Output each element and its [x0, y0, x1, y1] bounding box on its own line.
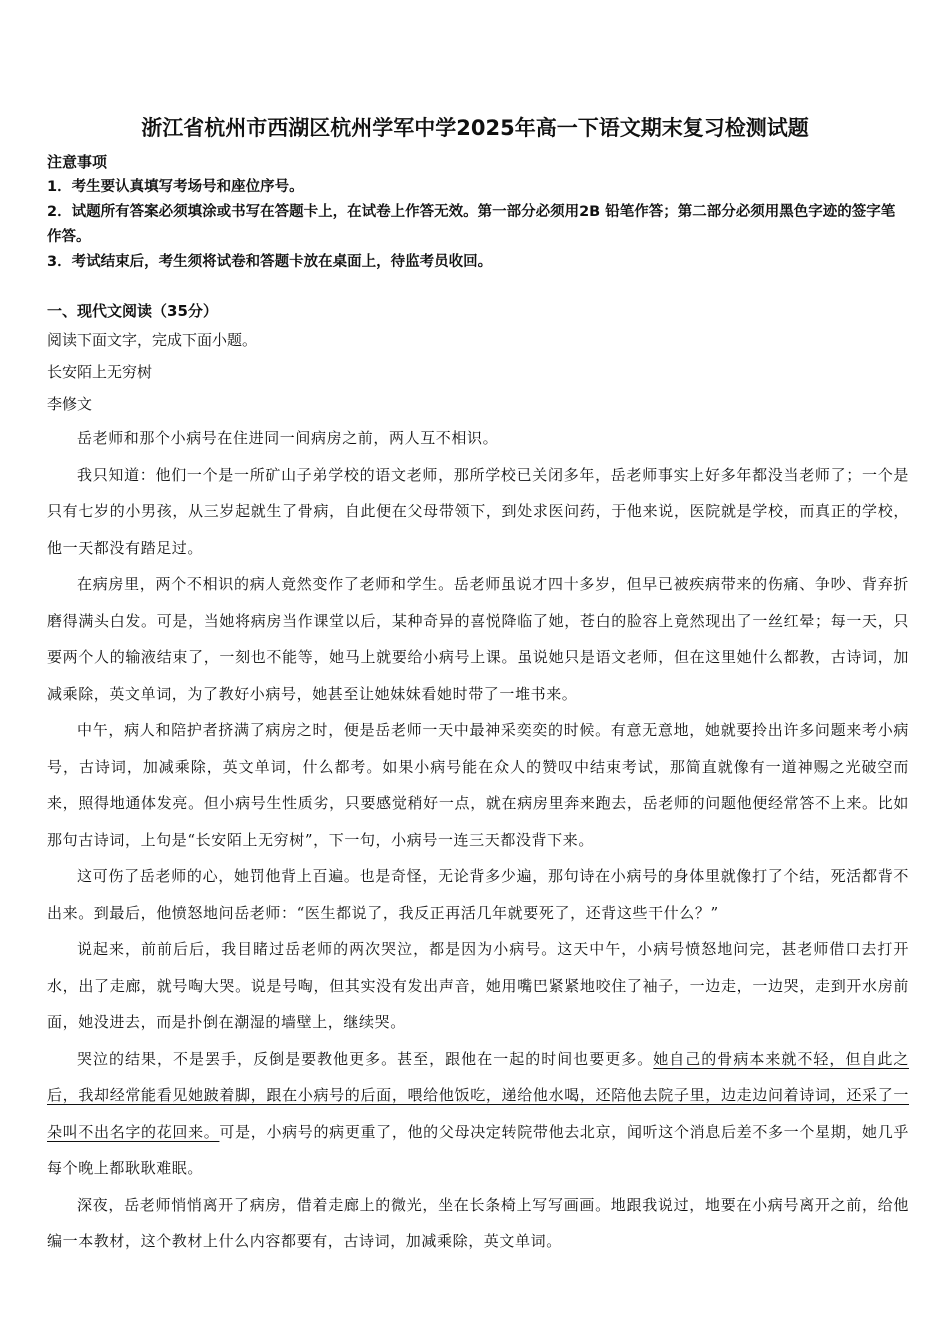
article-author: 李修文: [47, 395, 93, 413]
notice-item-1: 1．考生要认真填写考场号和座位序号。: [47, 179, 304, 195]
paragraph-text: 哭泣的结果，不是罢手，反倒是要教他更多。甚至，跟他在一起的时间也要更多。: [77, 1049, 654, 1068]
paragraph-with-underline: [47, 1041, 909, 1187]
notice-item-3: 3．考试结束后，考生须将试卷和答题卡放在桌面上，待监考员收回。: [47, 254, 493, 270]
paragraph: 中午，病人和陪护者挤满了病房之时，便是岳老师一天中最神采奕奕的时候。有意无意地，她就要拎出许多问题来考小病号，古诗词，加减乘除，英文单词，什么都考。如果小病号能在众人的赞叹中结束考试，那简直就像有一道神赐之光破空而来，照得地通体发亮。但小病号生性质劣，只要感觉稍好一点，就在病房里奔来跑去，岳老师的问题他便经常答不上来。比如那句古诗词，上句是“长安陌上无穷树”，下一句，小病号一连三天都没背下来。: [47, 721, 909, 849]
section-heading: 一、现代文阅读（35分）: [47, 302, 218, 320]
paragraph: 这可伤了岳老师的心，她罚他背上百遍。也是奇怪，无论背多少遍，那句诗在小病号的身体里就像打了个结，死活都背不出来。到最后，他愤怒地问岳老师：“医生都说了，我反正再活几年就要死了，还背这些干什么？”: [47, 867, 909, 922]
exam-title: 浙江省杭州市西湖区杭州学军中学2025年高一下语文期末复习检测试题: [141, 116, 809, 140]
notice-item-2: 2．试题所有答案必须填涂或书写在答题卡上，在试卷上作答无效。第一部分必须用2B 铅笔作答；第二部分必须用黑色字迹的签字笔作答。: [47, 204, 896, 245]
article-title: 长安陌上无穷树: [47, 363, 153, 381]
article-body: [47, 420, 909, 1260]
paragraph-text: 可是，小病号的病更重了，他的父母决定转院带他去北京，闻听这个消息后差不多一个星期，她几乎每个晚上都耿耿难眠。: [47, 1122, 909, 1177]
notice-block: [47, 150, 907, 275]
paragraph: 我只知道：他们一个是一所矿山子弟学校的语文老师，那所学校已关闭多年，岳老师事实上好多年都没当老师了；一个是只有七岁的小男孩，从三岁起就生了骨病，自此便在父母带领下，到处求医问药，于他来说，医院就是学校，而真正的学校，他一天都没有踏足过。: [47, 465, 909, 557]
section-instruction: 阅读下面文字，完成下面小题。: [47, 331, 258, 349]
paragraph: 岳老师和那个小病号在住进同一间病房之前，两人互不相识。: [77, 429, 499, 447]
paragraph: 说起来，前前后后，我目睹过岳老师的两次哭泣，都是因为小病号。这天中午，小病号愤怒地问完，甚老师借口去打开水，出了走廊，就号啕大哭。说是号啕，但其实没有发出声音，她用嘴巴紧紧地咬住了袖子，一边走，一边哭，走到开水房前面，她没进去，而是扑倒在潮湿的墙壁上，继续哭。: [47, 940, 909, 1031]
underlined-sentence: 她自己的骨病本来就不轻，但自此之后，我却经常能看见她跛着脚，跟在小病号的后面，喂给他饭吃，递给他水喝，还陪他去院子里，边走边问着诗词，还采了一朵叫不出名字的花回来。: [47, 1049, 909, 1141]
paragraph: 在病房里，两个不相识的病人竟然变作了老师和学生。岳老师虽说才四十多岁，但早已被疾病带来的伤痛、争吵、背弃折磨得满头白发。可是，当她将病房当作课堂以后，某种奇异的喜悦降临了她，苍白的脸容上竟然现出了一丝红晕；每一天，只要两个人的输液结束了，一刻也不能等，她马上就要给小病号上课。虽说她只是语文老师，但在这里她什么都教，古诗词，加减乘除，英文单词，为了教好小病号，她甚至让她妹妹看她时带了一堆书来。: [47, 575, 909, 703]
paragraph: 深夜，岳老师悄悄离开了病房，借着走廊上的微光，坐在长条椅上写写画画。地跟我说过，地要在小病号离开之前，给他编一本教材，这个教材上什么内容都要有，古诗词，加减乘除，英文单词。: [47, 1195, 909, 1250]
notice-heading: 注意事项: [47, 153, 108, 171]
reading-section: [47, 298, 907, 420]
